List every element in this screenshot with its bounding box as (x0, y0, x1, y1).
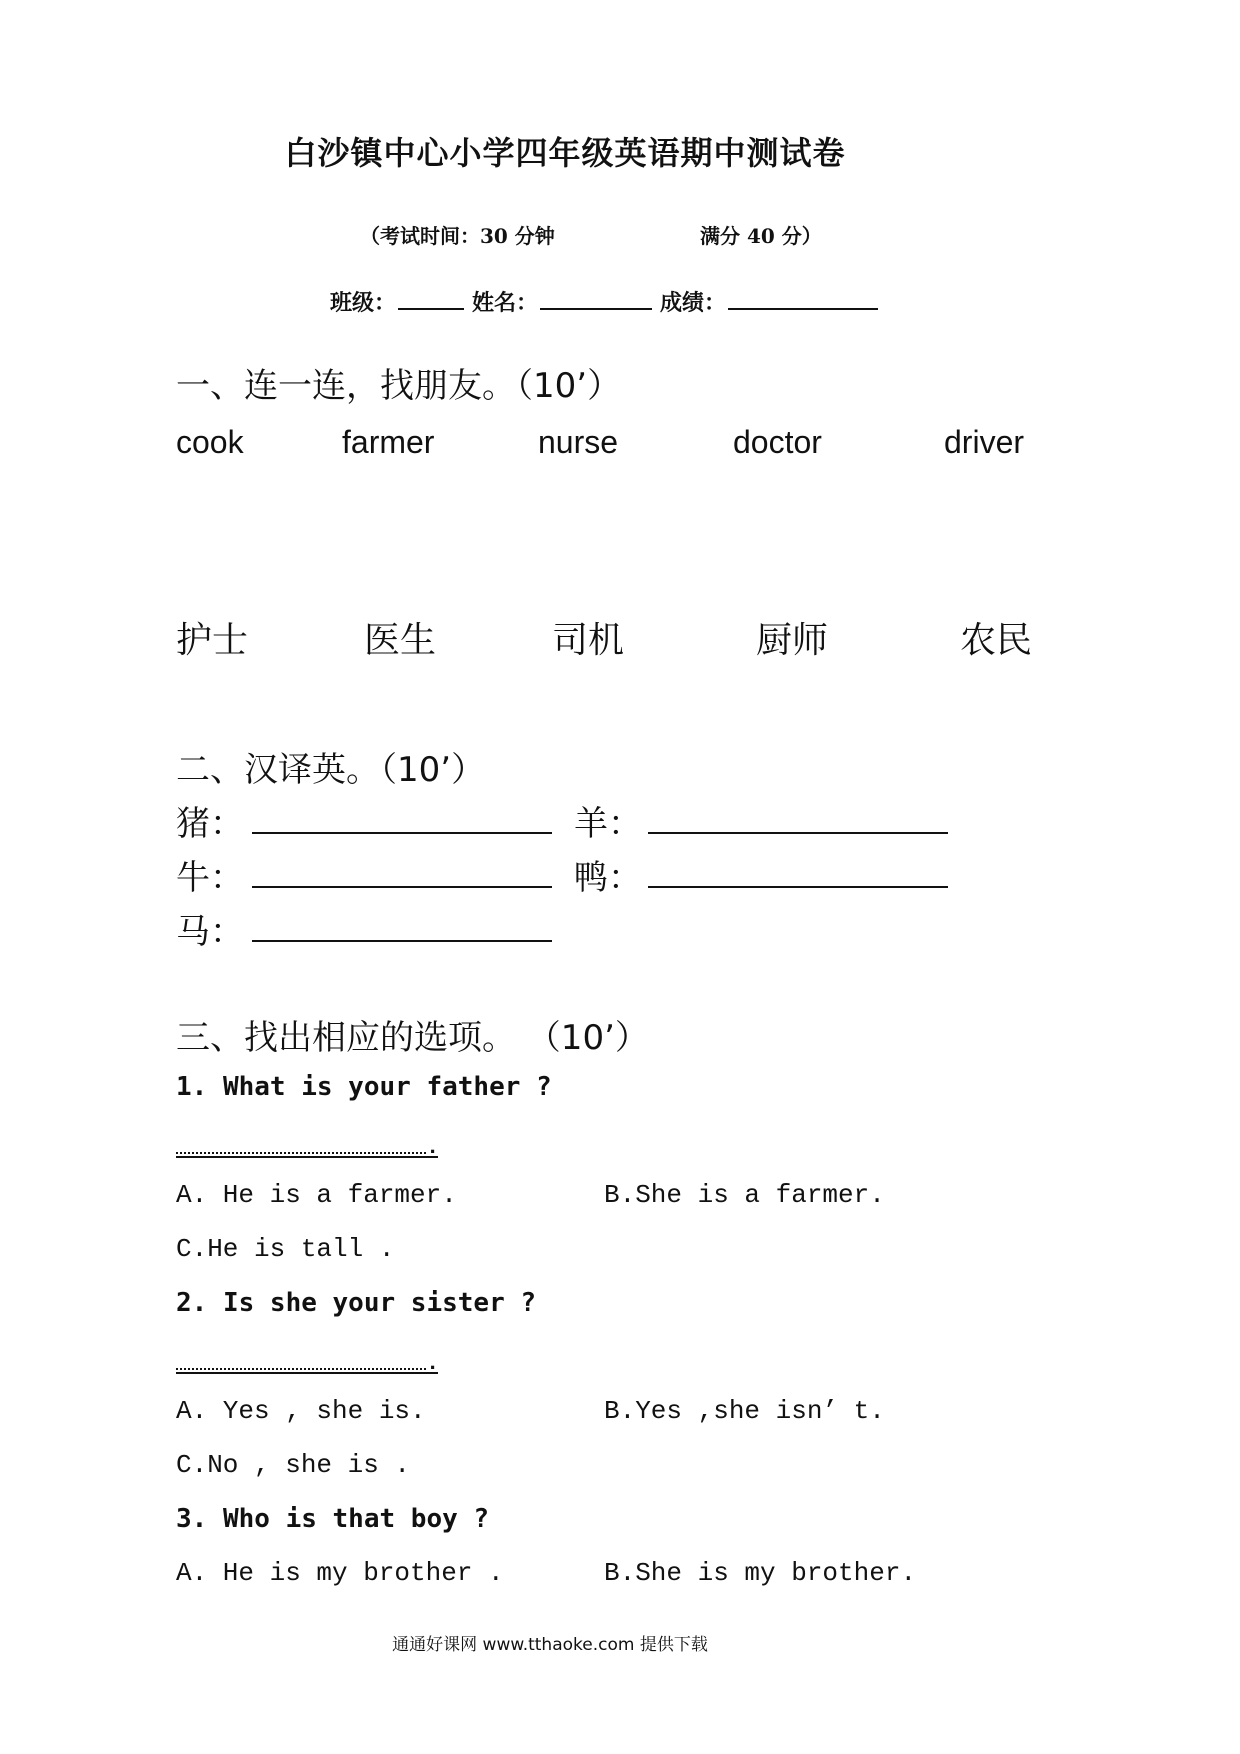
answer-blank[interactable] (648, 832, 948, 834)
section2-heading: 二、汉译英。（10’） (176, 750, 486, 790)
class-label: 班级： (330, 290, 397, 316)
translate-item: 羊： (574, 804, 642, 844)
translate-item: 猪： (176, 804, 244, 844)
score-blank[interactable] (728, 288, 878, 310)
chinese-word[interactable]: 司机 (552, 620, 625, 661)
option-b[interactable]: B.She is my brother. (604, 1558, 917, 1588)
question: 3. Who is that boy ? (176, 1504, 490, 1534)
english-word[interactable]: cook (176, 424, 244, 460)
answer-blank[interactable] (252, 886, 552, 888)
english-word[interactable]: nurse (538, 424, 619, 460)
english-word[interactable]: driver (944, 424, 1025, 460)
answer-blank[interactable]: . (176, 1136, 438, 1158)
option-c[interactable]: C.No , she is . (176, 1450, 411, 1480)
english-word[interactable]: farmer (342, 424, 435, 460)
name-blank[interactable] (540, 288, 652, 310)
student-info-line (330, 286, 886, 317)
answer-blank[interactable] (252, 940, 552, 942)
exam-title: 白沙镇中心小学四年级英语期中测试卷 (284, 134, 846, 172)
question: 2. Is she your sister ? (176, 1288, 537, 1318)
section1-heading: 一、连一连，找朋友。（10’） (176, 366, 622, 406)
section3-heading: 三、找出相应的选项。 （10’） (176, 1018, 649, 1058)
option-c[interactable]: C.He is tall . (176, 1234, 395, 1264)
answer-blank[interactable] (252, 832, 552, 834)
name-label: 姓名： (472, 290, 539, 316)
chinese-word[interactable]: 医生 (364, 620, 437, 661)
chinese-word[interactable]: 厨师 (756, 620, 829, 661)
class-blank[interactable] (398, 288, 464, 310)
score-label: 成绩： (660, 290, 727, 316)
answer-blank[interactable]: . (176, 1352, 438, 1374)
option-a[interactable]: A. He is my brother . (176, 1558, 504, 1588)
english-word[interactable]: doctor (733, 424, 822, 460)
option-a[interactable]: A. He is a farmer. (176, 1180, 457, 1210)
chinese-word[interactable]: 护士 (176, 620, 249, 661)
footer-source: 通通好课网 www.tthaoke.com 提供下载 (392, 1635, 708, 1655)
translate-item: 牛： (176, 858, 244, 898)
translate-item: 马： (176, 912, 244, 952)
question: 1. What is your father ? (176, 1072, 552, 1102)
exam-time: （考试时间：30 分钟 (360, 224, 555, 248)
option-b[interactable]: B.She is a farmer. (604, 1180, 885, 1210)
answer-blank[interactable] (648, 886, 948, 888)
full-marks: 满分 40 分） (700, 224, 822, 248)
translate-item: 鸭： (574, 858, 642, 898)
option-a[interactable]: A. Yes , she is. (176, 1396, 426, 1426)
option-b[interactable]: B.Yes ,she isn’ t. (604, 1396, 885, 1426)
chinese-word[interactable]: 农民 (960, 620, 1033, 661)
